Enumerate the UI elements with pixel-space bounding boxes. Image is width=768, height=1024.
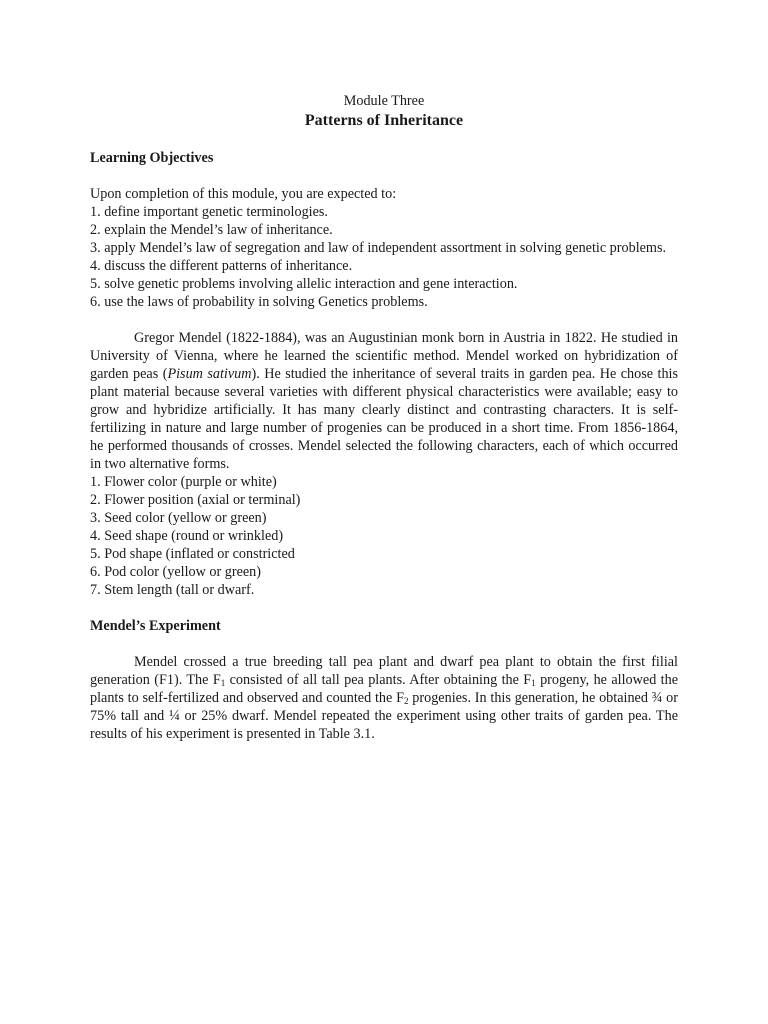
objective-item: 4. discuss the different patterns of inheritance. [90,258,353,274]
traits-list [90,473,678,599]
objective-item: 3. apply Mendel’s law of segregation and law of independent assortment in solving genetic problems. [90,240,667,256]
objective-item: 6. use the laws of probability in solving Genetics problems. [90,294,428,310]
mendel-paragraph: Gregor Mendel (1822-1884), was an Augustinian monk born in Austria in 1822. He studied in University of Vienna, where he learned the scientific method. Mendel worked on hybridization of garden peas (Pisum sativum). He studied the inheritance of several traits in garden pea. He chose this plant material because several varieties with different physical characteristics were available; easy to grow and hybridize artificially. It has many clearly distinct and contrasting characters. It is self-fertilizing in nature and large number of progenies can be produced in a short time. From 1856-1864, he performed thousands of crosses. Mendel selected the following characters, each of which occurred in two alternative forms. [90,330,678,472]
document-body [90,92,678,743]
learning-objectives-heading: Learning Objectives [90,150,214,166]
module-label: Module Three [343,93,425,109]
trait-item: 1. Flower color (purple or white) [90,474,277,490]
trait-item: 5. Pod shape (inflated or constricted [90,546,295,562]
trait-item: 4. Seed shape (round or wrinkled) [90,528,284,544]
objectives-intro: Upon completion of this module, you are expected to: [90,186,397,202]
page-title: Patterns of Inheritance [304,112,464,129]
experiment-paragraph: Mendel crossed a true breeding tall pea plant and dwarf pea plant to obtain the first filial generation (F1). The $F_1$ consisted of all tall pea plants. After obtaining the $F_1$ progeny, he allowed the plants to self-fertilized and observed and counted the $F_2$ progenies. In this generation, he obtained ¾ or 75% tall and ¼ or 25% dwarf. Mendel repeated the experiment using other traits of garden pea. The results of his experiment is presented in Table 3.1. [90,654,679,742]
trait-item: 7. Stem length (tall or dwarf. [90,582,255,598]
objective-item: 2. explain the Mendel’s law of inheritance. [90,222,333,238]
trait-item: 2. Flower position (axial or terminal) [90,492,301,508]
trait-item: 6. Pod color (yellow or green) [90,564,261,580]
experiment-heading: Mendel’s Experiment [90,618,221,634]
objective-item: 5. solve genetic problems involving allelic interaction and gene interaction. [90,276,518,292]
objectives-list [90,203,678,311]
species-name: Pisum sativum [167,366,252,382]
objective-item: 1. define important genetic terminologies. [90,204,328,220]
trait-item: 3. Seed color (yellow or green) [90,510,267,526]
